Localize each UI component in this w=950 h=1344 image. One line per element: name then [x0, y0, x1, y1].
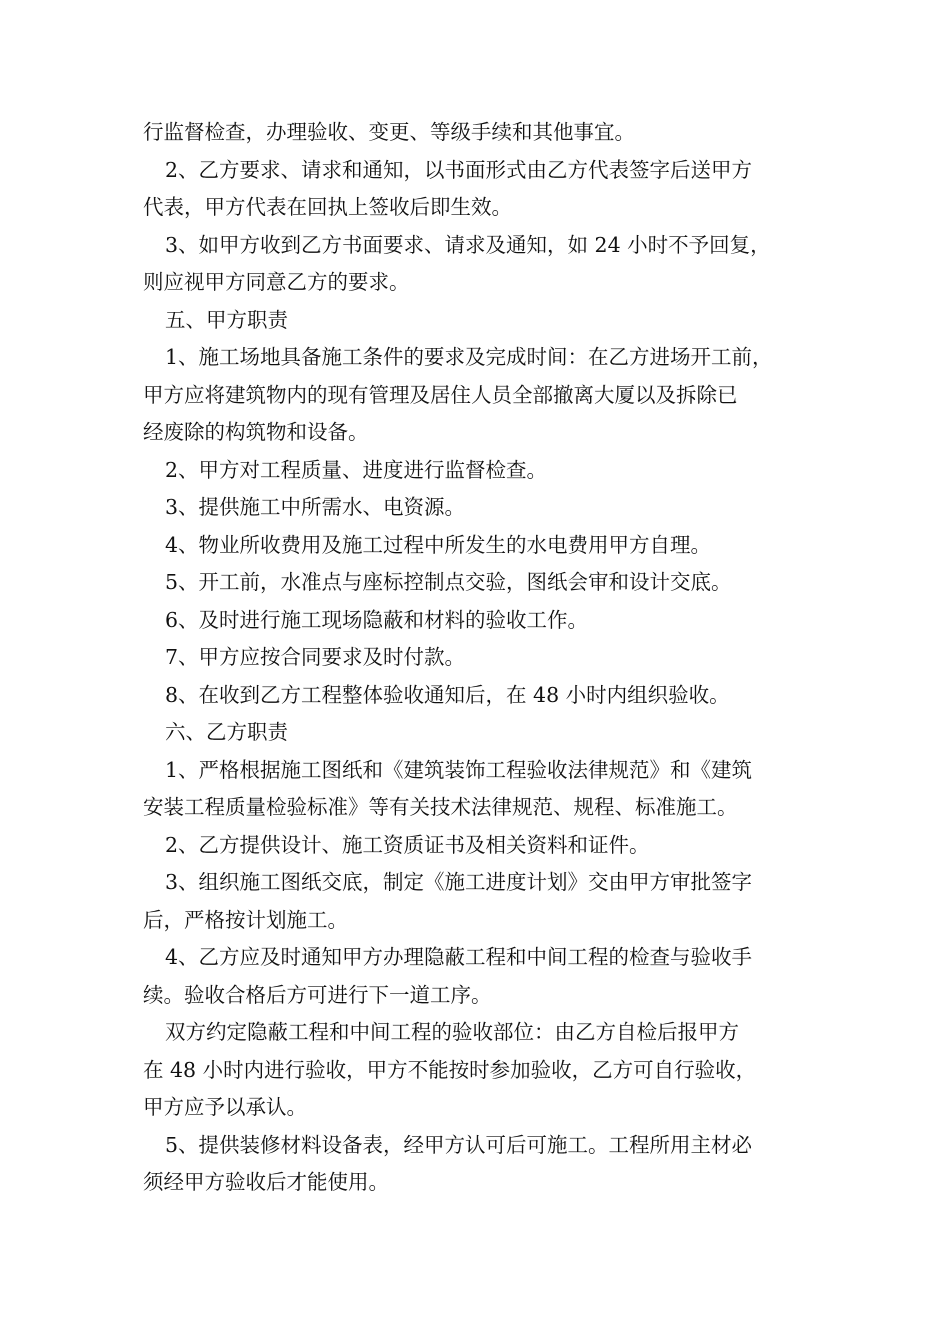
document-body	[143, 114, 815, 1202]
paragraph-line: 经废除的构筑物和设备。	[143, 420, 369, 444]
paragraph-line: 须经甲方验收后才能使用。	[143, 1170, 389, 1194]
paragraph-line: 3、如甲方收到乙方书面要求、请求及通知，如 24 小时不予回复，	[165, 232, 771, 257]
paragraph-line: 甲方应将建筑物内的现有管理及居住人员全部撤离大厦以及拆除已	[143, 382, 738, 407]
paragraph-line: 5、提供装修材料设备表，经甲方认可后可施工。工程所用主材必	[165, 1132, 753, 1157]
paragraph-line: 在 48 小时内进行验收，甲方不能按时参加验收，乙方可自行验收，	[143, 1057, 757, 1082]
paragraph-line: 4、乙方应及时通知甲方办理隐蔽工程和中间工程的检查与验收手	[165, 945, 753, 969]
paragraph-line: 安装工程质量检验标准》等有关技术法律规范、规程、标准施工。	[143, 795, 738, 819]
paragraph-line: 2、乙方要求、请求和通知，以书面形式由乙方代表签字后送甲方	[165, 157, 753, 182]
paragraph-line: 五、甲方职责	[165, 307, 288, 332]
paragraph-line: 5、开工前，水准点与座标控制点交验，图纸会审和设计交底。	[165, 570, 732, 594]
paragraph-line: 六、乙方职责	[165, 720, 288, 744]
paragraph-line: 2、甲方对工程质量、进度进行监督检查。	[165, 457, 548, 482]
paragraph-line: 7、甲方应按合同要求及时付款。	[165, 645, 466, 669]
paragraph-line: 1、严格根据施工图纸和《建筑装饰工程验收法律规范》和《建筑	[165, 757, 753, 782]
paragraph-line: 8、在收到乙方工程整体验收通知后，在 48 小时内组织验收。	[165, 682, 730, 707]
paragraph-line: 双方约定隐蔽工程和中间工程的验收部位：由乙方自检后报甲方	[165, 1020, 739, 1044]
paragraph-line: 6、及时进行施工现场隐蔽和材料的验收工作。	[165, 607, 589, 632]
paragraph-line: 续。验收合格后方可进行下一道工序。	[143, 982, 492, 1007]
paragraph-line: 行监督检查，办理验收、变更、等级手续和其他事宜。	[143, 120, 635, 144]
paragraph-line: 2、乙方提供设计、施工资质证书及相关资料和证件。	[165, 832, 650, 857]
paragraph-line: 1、施工场地具备施工条件的要求及完成时间：在乙方进场开工前，	[165, 345, 773, 369]
paragraph-line: 代表，甲方代表在回执上签收后即生效。	[143, 195, 512, 219]
paragraph-line: 后，严格按计划施工。	[143, 907, 348, 932]
paragraph-line: 3、提供施工中所需水、电资源。	[165, 495, 466, 519]
paragraph-line: 甲方应予以承认。	[143, 1095, 307, 1119]
paragraph-line: 3、组织施工图纸交底，制定《施工进度计划》交由甲方审批签字	[165, 870, 753, 894]
paragraph-line: 4、物业所收费用及施工过程中所发生的水电费用甲方自理。	[165, 532, 712, 557]
paragraph-line: 则应视甲方同意乙方的要求。	[143, 270, 410, 294]
